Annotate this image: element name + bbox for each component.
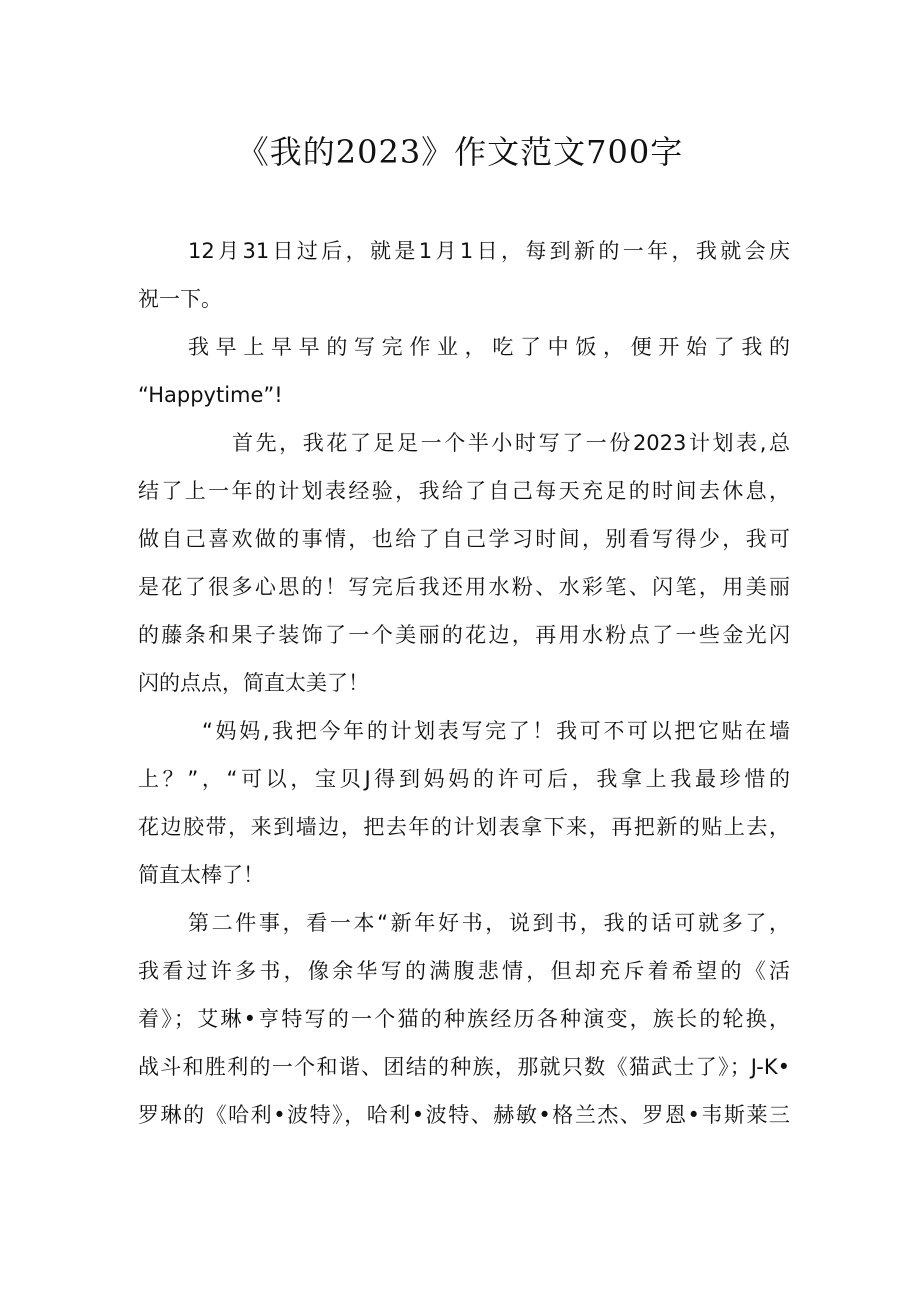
paragraph-line: 我看过许多书，像余华写的满腹悲情，但却充斥着希望的《活 (138, 959, 790, 983)
paragraph-line: 首先，我花了足足一个半小时写了一份2023计划表,总 (232, 431, 790, 455)
paragraph-line: “Happytime”! (138, 383, 283, 407)
paragraph-line: 祝一下。 (138, 287, 222, 311)
document-title: 《我的2023》作文范文700字 (236, 133, 684, 171)
paragraph-line: “妈妈,我把今年的计划表写完了！我可不可以把它贴在墙 (202, 719, 790, 743)
paragraph-line: 我早上早早的写完作业，吃了中饭，便开始了我的 (188, 335, 790, 359)
paragraph-line: 12月31日过后，就是1月1日，每到新的一年，我就会庆 (188, 239, 790, 263)
paragraph-line: 结了上一年的计划表经验，我给了自己每天充足的时间去休息， (138, 479, 790, 503)
paragraph-line: 是花了很多心思的！写完后我还用水粉、水彩笔、闪笔，用美丽 (138, 575, 790, 599)
paragraph-line: 做自己喜欢做的事情，也给了自己学习时间，别看写得少，我可 (138, 527, 790, 551)
paragraph-line: 上？”，“可以，宝贝J得到妈妈的许可后，我拿上我最珍惜的 (138, 767, 790, 791)
paragraph-line: 花边胶带，来到墙边，把去年的计划表拿下来，再把新的贴上去， (138, 815, 790, 839)
paragraph-line: 简直太棒了！ (138, 863, 264, 887)
paragraph-line: 战斗和胜利的一个和谐、团结的种族，那就只数《猫武士了》；J-K• (138, 1055, 790, 1079)
document-body (138, 227, 790, 1139)
paragraph-line: 着》；艾琳•亨特写的一个猫的种族经历各种演变，族长的轮换， (138, 1007, 790, 1031)
paragraph-line: 罗琳的《哈利•波特》，哈利•波特、赫敏•格兰杰、罗恩•韦斯莱三 (138, 1103, 790, 1127)
paragraph-line: 第二件事，看一本“新年好书，说到书，我的话可就多了， (188, 911, 790, 935)
paragraph-line: 闪的点点，简直太美了！ (138, 671, 369, 695)
paragraph-line: 的藤条和果子装饰了一个美丽的花边，再用水粉点了一些金光闪 (138, 623, 790, 647)
